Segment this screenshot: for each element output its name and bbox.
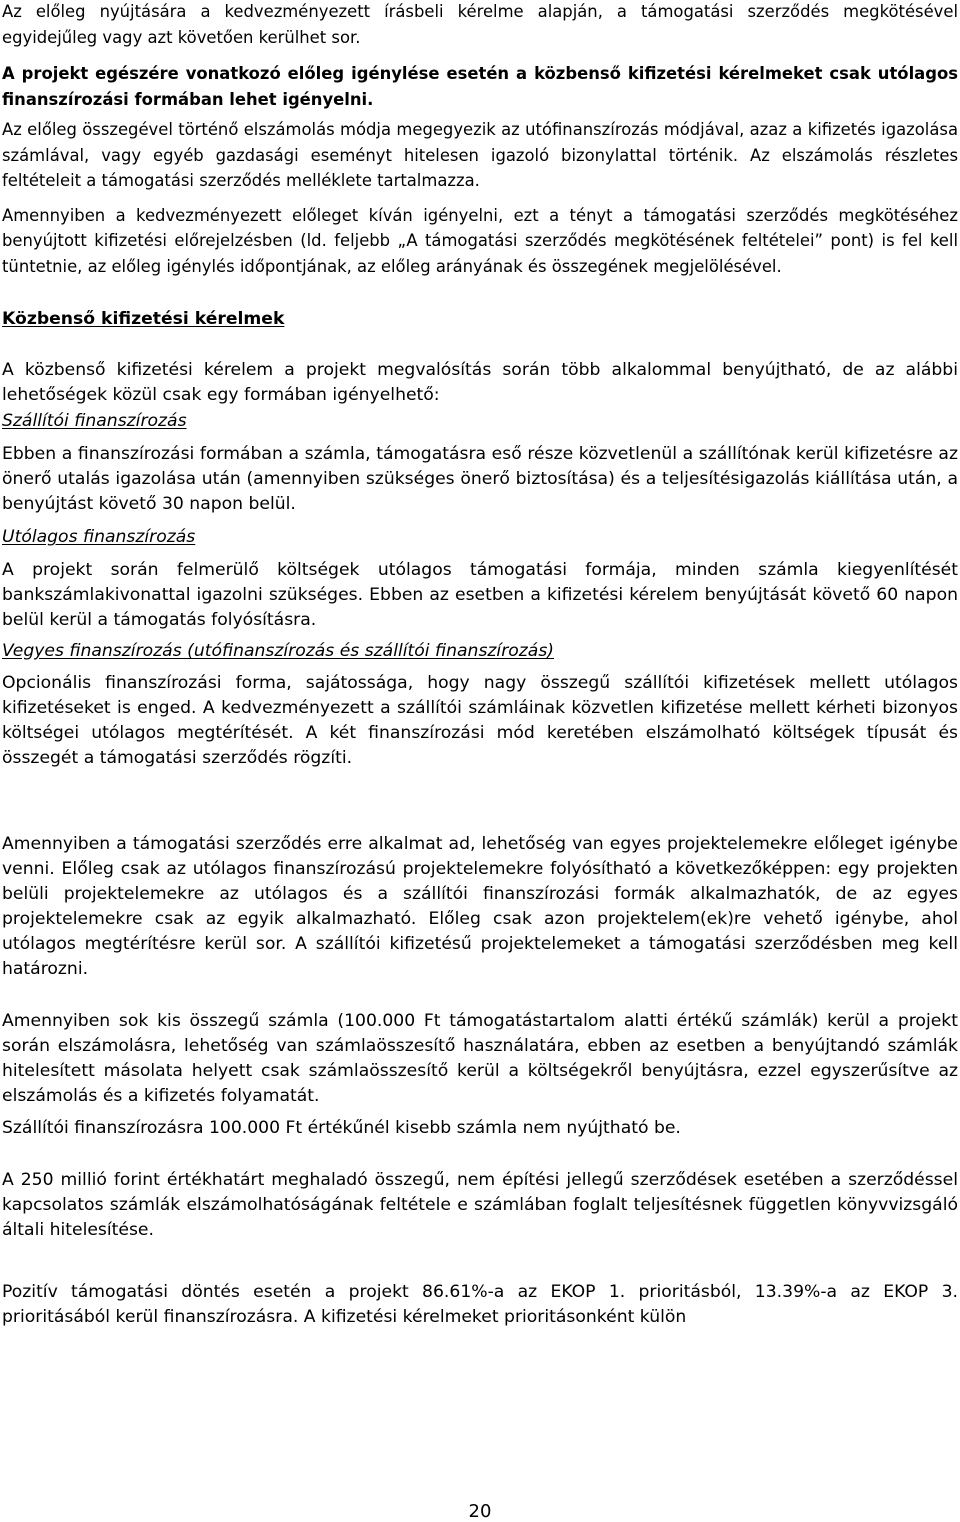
paragraph-advance-forecast: Amennyiben a kedvezményezett előleget kíván igényelni, ezt a tényt a támogatási szerződés megkötéséhez benyújtott kifizetési előrejelzésben (ld. feljebb „A támogatási szerződés megkötésének feltételei” pont) is fel kell tüntetnie, az előleg igénylés időpontjának, az előleg arányának és összegének megjelölésével. <box>2 205 958 276</box>
paragraph-advance-interim-rule: A projekt egészére vonatkozó előleg igénylése esetén a közbenső kifizetési kérelmeket csak utólagos finanszírozási formában lehet igényelni. <box>2 64 958 109</box>
subheading-mixed-financing: Vegyes finanszírozás (utófinanszírozás és szállítói finanszírozás) <box>2 641 554 661</box>
paragraph-interim-intro: A közbenső kifizetési kérelem a projekt megvalósítás során több alkalommal benyújtható, de az alábbi lehetőségek közül csak egy formában igényelhető: <box>2 360 958 405</box>
paragraph-auditor-certification: A 250 millió forint értékhatárt meghaladó összegű, nem építési jellegű szerződések esetében a szerződéssel kapcsolatos számlák elszámolhatóságának feltétele e számlában foglalt teljesítésnek független könyvvizsgáló általi hitelesítése. <box>2 1170 958 1240</box>
paragraph-supplier-limit: Szállítói finanszírozásra 100.000 Ft értékűnél kisebb számla nem nyújtható be. <box>2 1118 681 1138</box>
paragraph-mixed-financing: Opcionális finanszírozási forma, sajátossága, hogy nagy összegű szállítói kifizetések mellett utólagos kifizetéseket is enged. A kedvezményezett a szállítói számláinak közvetlen kifizetése mellett kérheti bizonyos költségei utólagos megtérítését. A két finanszírozási mód keretében elszámolható költségek típusát és összegét a támogatási szerződés rögzíti. <box>2 673 958 768</box>
paragraph-advance-settlement: Az előleg összegével történő elszámolás módja megegyezik az utófinanszírozás módjával, azaz a kifizetés igazolása számlával, vagy egyéb gazdasági eseményt hitelesen igazoló bizonylattal történik. Az elszámolás részletes feltételeit a támogatási szerződés melléklete tartalmazza. <box>2 120 958 190</box>
section-heading: Közbenső kifizetési kérelmek <box>2 309 285 329</box>
paragraph-project-element-advance: Amennyiben a támogatási szerződés erre alkalmat ad, lehetőség van egyes projektelemekre előleget igénybe venni. Előleg csak az utólagos finanszírozású projektelemekre folyósítható a következőképpen: egy projekten belüli projektelemekre az utólagos és a szállítói finanszírozási formák alkalmazhatók, de az egyes projektelemekre csak az egyik alkalmazható. Előleg csak azon projektelem(ek)re vehető igénybe, ahol utólagos megtérítésre kerül sor. A szállítói kifizetésű projektelemeket a támogatási szerződésben meg kell határozni. <box>2 834 958 979</box>
paragraph-advance-request: Az előleg nyújtására a kedvezményezett írásbeli kérelme alapján, a támogatási szerződés megkötésével egyidejűleg vagy azt követően kerülhet sor. <box>2 2 958 47</box>
subheading-post-financing: Utólagos finanszírozás <box>2 527 196 547</box>
page-number: 20 <box>468 1501 492 1522</box>
paragraph-supplier-financing: Ebben a finanszírozási formában a számla, támogatásra eső része közvetlenül a szállítónak kerül kifizetésre az önerő utalás igazolása után (amennyiben szükséges önerő biztosítása) és a teljesítésigazolás kiállítása után, a benyújtást követő 30 napon belül. <box>2 444 958 514</box>
paragraph-priority-financing: Pozitív támogatási döntés esetén a projekt 86.61%-a az EKOP 1. prioritásból, 13.39%-a az EKOP 3. prioritásából kerül finanszírozásra. A kifizetési kérelmeket prioritásonként külön <box>2 1282 958 1327</box>
subheading-supplier-financing: Szállítói finanszírozás <box>2 411 187 431</box>
paragraph-invoice-summary: Amennyiben sok kis összegű számla (100.000 Ft támogatástartalom alatti értékű számlák) kerül a projekt során elszámolásra, lehetőség van számlaösszesítő használatára, ebben az esetben a benyújtandó számlák hitelesített másolata helyett csak számlaösszesítő kerül a költségekről benyújtásra, ezzel egyszerűsítve az elszámolás és a kifizetés folyamatát. <box>2 1011 958 1106</box>
paragraph-post-financing: A projekt során felmerülő költségek utólagos támogatási formája, minden számla kiegyenlítését bankszámlakivonattal igazolni szükséges. Ebben az esetben a kifizetési kérelem benyújtását követő 60 napon belül kerül a támogatás folyósításra. <box>2 560 958 630</box>
